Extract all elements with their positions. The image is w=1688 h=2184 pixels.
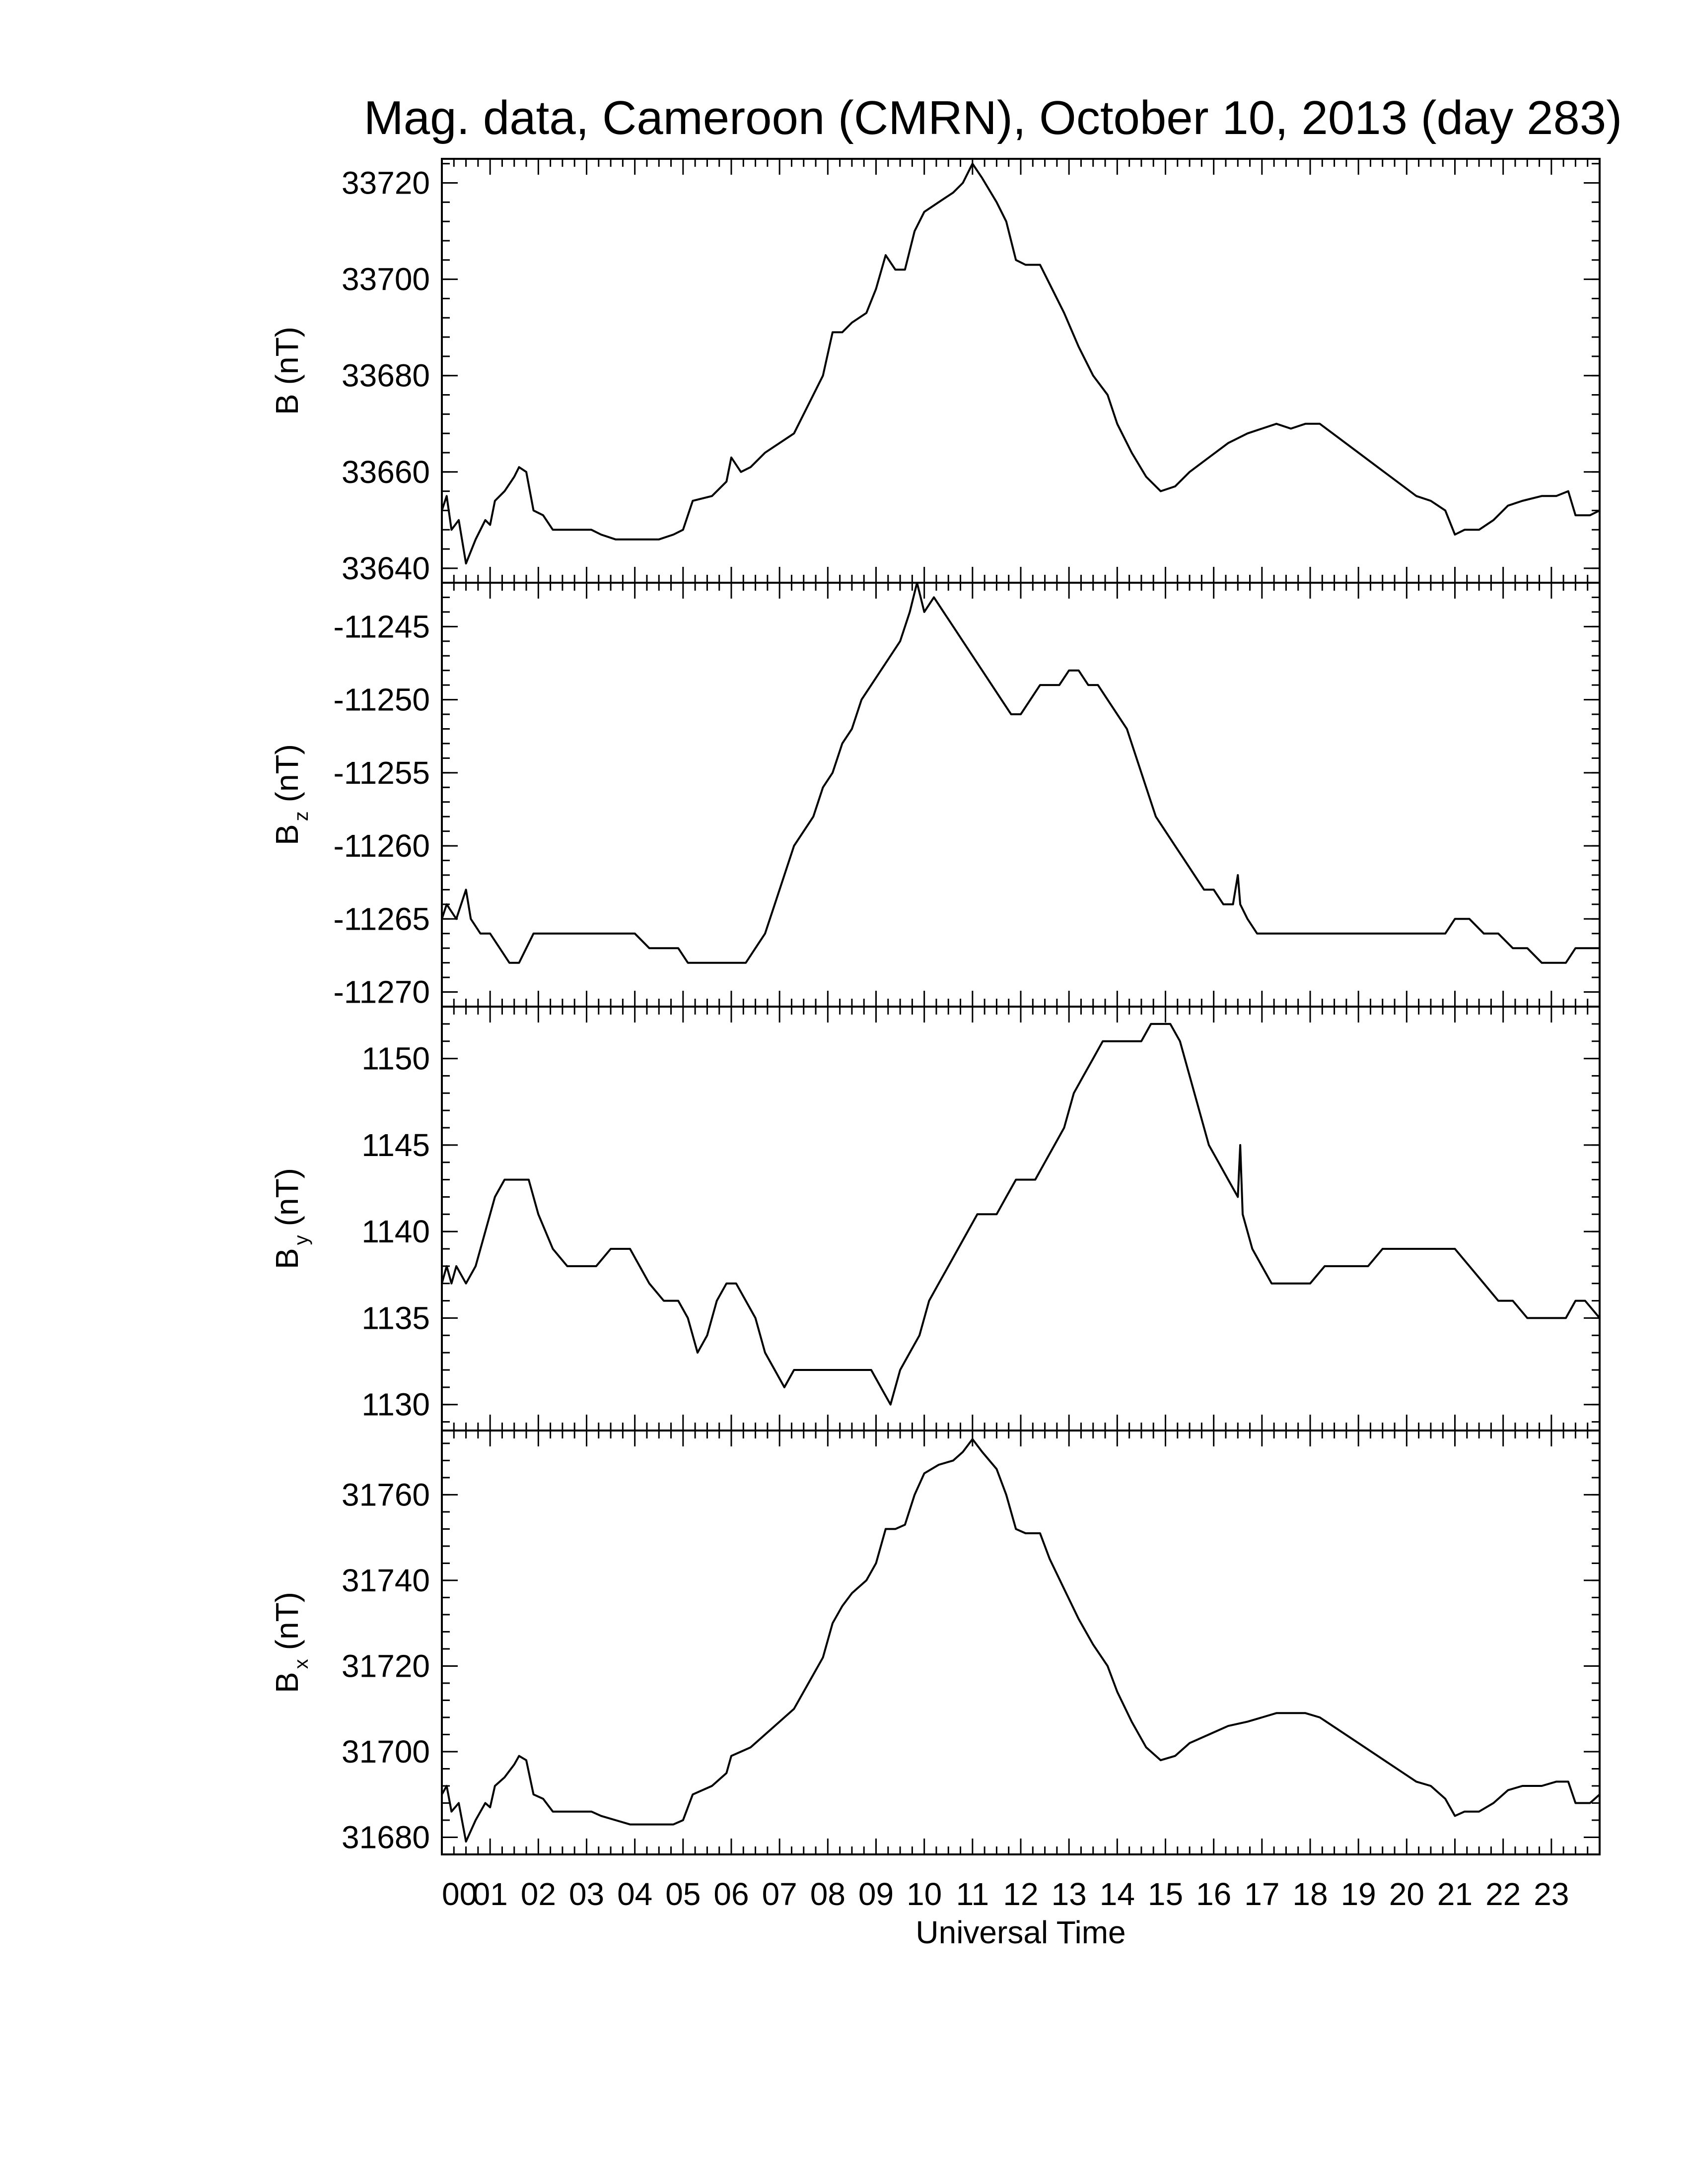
y-tick-label: 1140	[361, 1214, 430, 1250]
panel-Bx	[269, 1431, 1600, 1855]
x-tick-label: 00	[442, 1876, 478, 1912]
panel-frame	[442, 1007, 1600, 1431]
y-tick-label: 33680	[342, 357, 430, 394]
y-tick-label: 31680	[342, 1819, 430, 1855]
y-tick-label: 1130	[361, 1386, 430, 1423]
panels-group	[269, 159, 1600, 1855]
x-tick-label: 21	[1437, 1876, 1473, 1912]
y-axis-label-B: B(nT)	[269, 327, 305, 415]
x-tick-labels	[442, 1876, 1569, 1912]
x-tick-label: 17	[1244, 1876, 1280, 1912]
panel-Bz	[269, 583, 1600, 1010]
x-tick-label: 05	[665, 1876, 701, 1912]
y-axis-label-Bx: $B_x(nT)$	[269, 1592, 312, 1693]
x-tick-label: 08	[810, 1876, 845, 1912]
x-tick-label: 04	[617, 1876, 653, 1912]
panel-frame	[442, 583, 1600, 1007]
y-tick-label: 31760	[342, 1477, 430, 1513]
chart-title: Mag. data, Cameroon (CMRN), October 10, 2013 (day 283)	[363, 91, 1622, 144]
x-tick-label: 03	[568, 1876, 605, 1912]
x-tick-label: 15	[1147, 1876, 1184, 1912]
series-line-Bx	[442, 1439, 1600, 1842]
y-tick-label: 1145	[361, 1127, 430, 1163]
panel-frame	[442, 159, 1600, 583]
x-tick-label: 11	[956, 1876, 989, 1912]
y-tick-label: 33640	[342, 550, 430, 586]
series-line-By	[442, 1024, 1600, 1405]
x-tick-label: 16	[1196, 1876, 1232, 1912]
y-tick-label: -11255	[333, 754, 430, 791]
y-tick-label: -11270	[333, 974, 430, 1010]
x-axis-label: Universal Time	[915, 1914, 1126, 1950]
y-axis-label-By: $B_y(nT)$	[269, 1168, 312, 1269]
x-tick-label: 09	[858, 1876, 894, 1912]
x-tick-label: 14	[1099, 1876, 1135, 1912]
x-tick-label: 18	[1292, 1876, 1328, 1912]
x-tick-label: 23	[1534, 1876, 1569, 1912]
y-tick-label: 1150	[361, 1040, 430, 1077]
panel-B	[269, 159, 1600, 586]
y-tick-label: -11250	[333, 682, 430, 718]
x-tick-label: 22	[1485, 1876, 1521, 1912]
y-tick-label: 31740	[342, 1562, 430, 1598]
y-tick-label: -11265	[333, 901, 430, 937]
y-tick-label: 31700	[342, 1733, 430, 1770]
x-tick-label: 12	[1003, 1876, 1039, 1912]
x-tick-label: 13	[1051, 1876, 1087, 1912]
y-tick-label: 33700	[342, 261, 430, 297]
x-tick-label: 19	[1340, 1876, 1376, 1912]
series-line-Bz	[442, 583, 1600, 963]
x-tick-label: 01	[472, 1876, 508, 1912]
panel-frame	[442, 1431, 1600, 1854]
series-line-B	[442, 164, 1600, 563]
panel-By	[269, 1007, 1600, 1431]
y-tick-label: 33720	[342, 165, 430, 201]
y-tick-label: -11245	[333, 609, 430, 645]
x-tick-label: 06	[713, 1876, 749, 1912]
x-tick-label: 07	[762, 1876, 797, 1912]
x-tick-label: 20	[1389, 1876, 1424, 1912]
y-tick-label: 33660	[342, 454, 430, 490]
x-tick-label: 10	[907, 1876, 942, 1912]
y-tick-label: 1135	[361, 1300, 430, 1336]
x-tick-label: 02	[520, 1876, 556, 1912]
y-tick-label: -11260	[333, 828, 430, 864]
y-tick-label: 31720	[342, 1648, 430, 1684]
y-axis-label-Bz: $B_z(nT)$	[269, 744, 312, 845]
